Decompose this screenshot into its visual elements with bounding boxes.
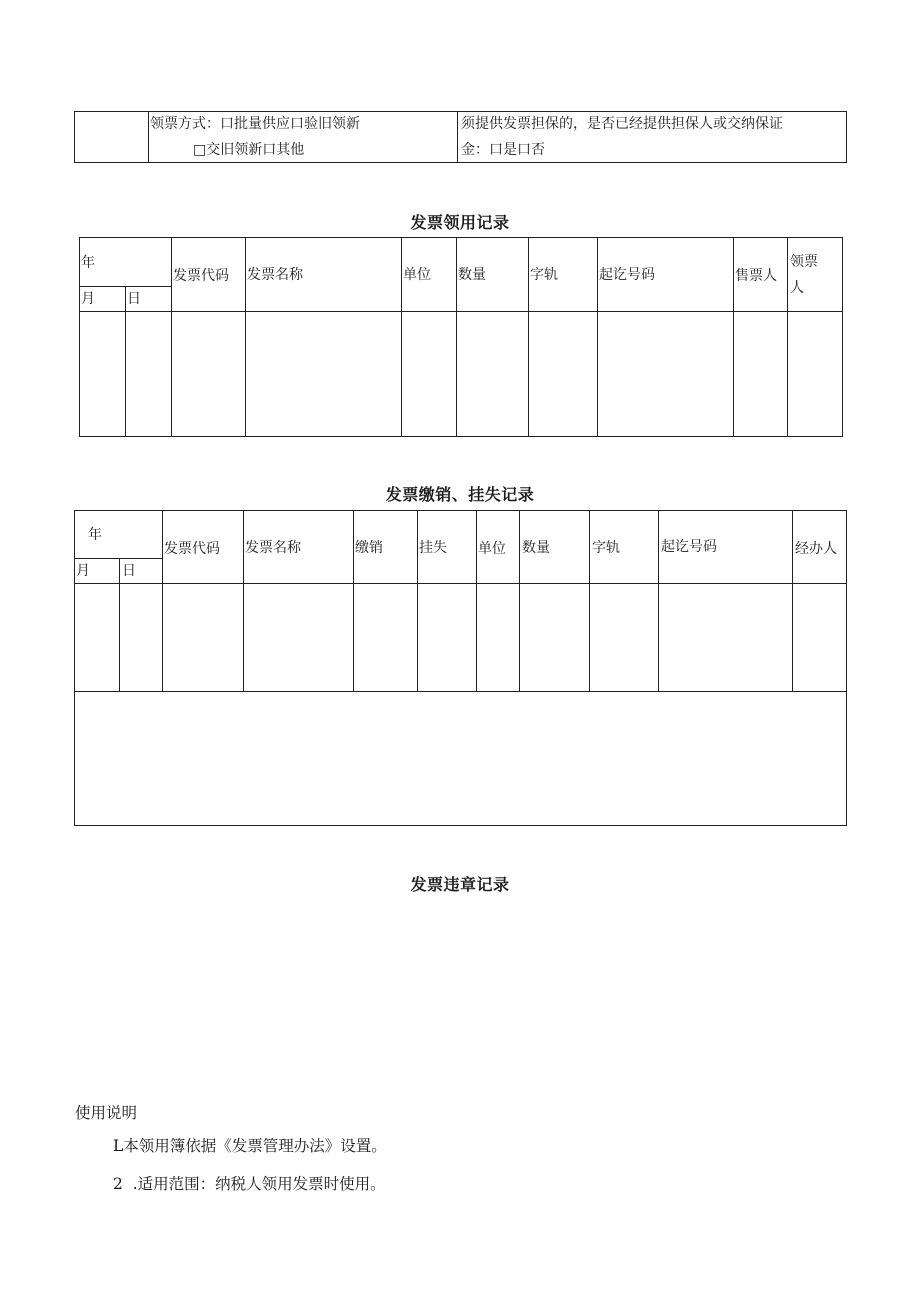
- header-day: 日: [122, 563, 136, 579]
- border: [401, 237, 402, 437]
- instructions-item-1: L本领用簿依据《发票管理办法》设置。: [113, 1137, 387, 1155]
- border: [528, 237, 529, 437]
- guarantee-question-line2: 金：口是口否: [461, 142, 545, 158]
- header-seller: 售票人: [735, 268, 777, 284]
- header-cancel: 缴销: [355, 540, 383, 556]
- receive-method-line2: □交旧领新口其他: [193, 142, 305, 158]
- header-lost: 挂失: [419, 540, 447, 556]
- guarantee-question-line1: 须提供发票担保的，是否已经提供担保人或交纳保证: [461, 116, 783, 132]
- border: [353, 510, 354, 692]
- border: [519, 510, 520, 692]
- border: [74, 583, 847, 584]
- header-invoice-name: 发票名称: [245, 540, 301, 556]
- header-quantity: 数量: [522, 540, 550, 556]
- border: [171, 237, 172, 437]
- border: [456, 237, 457, 437]
- border: [658, 510, 659, 692]
- border: [842, 237, 843, 437]
- border: [74, 691, 847, 692]
- border: [787, 237, 788, 437]
- header-unit: 单位: [478, 541, 506, 557]
- border: [125, 286, 126, 437]
- cancel-record-title: 发票缴销、挂失记录: [385, 485, 535, 504]
- border: [846, 111, 847, 163]
- header-unit: 单位: [403, 267, 431, 283]
- border: [148, 111, 149, 163]
- border: [792, 510, 793, 692]
- header-month: 月: [76, 563, 90, 579]
- header-year: 年: [88, 527, 102, 543]
- header-invoice-code: 发票代码: [164, 541, 220, 557]
- border: [476, 510, 477, 692]
- violation-record-title: 发票违章记录: [410, 875, 510, 894]
- header-day: 日: [127, 291, 141, 307]
- border: [597, 237, 598, 437]
- header-invoice-code: 发票代码: [173, 268, 229, 284]
- border: [243, 510, 244, 692]
- border: [74, 111, 847, 112]
- border: [119, 558, 120, 692]
- instructions-heading: 使用说明: [75, 1104, 138, 1122]
- border: [457, 111, 458, 163]
- border: [79, 311, 843, 312]
- header-number-range: 起讫号码: [661, 539, 717, 555]
- border: [74, 510, 847, 511]
- instructions-item-2: 2 .适用范围：纳税人领用发票时使用。: [113, 1175, 386, 1193]
- header-invoice-name: 发票名称: [247, 267, 303, 283]
- border: [733, 237, 734, 437]
- border: [79, 237, 843, 238]
- header-track: 字轨: [530, 267, 558, 283]
- border: [417, 510, 418, 692]
- header-handler: 经办人: [795, 541, 837, 557]
- border: [162, 510, 163, 692]
- header-track: 字轨: [592, 540, 620, 556]
- border: [846, 510, 847, 826]
- border: [245, 237, 246, 437]
- border: [74, 111, 75, 163]
- border: [74, 510, 75, 826]
- border: [79, 237, 80, 437]
- border: [74, 162, 847, 163]
- border: [589, 510, 590, 692]
- border: [79, 436, 843, 437]
- header-receiver-line1: 领票: [790, 254, 818, 270]
- header-quantity: 数量: [458, 267, 486, 283]
- border: [74, 825, 847, 826]
- header-receiver-line2: 人: [790, 280, 804, 296]
- header-month: 月: [81, 291, 95, 307]
- receive-record-title: 发票领用记录: [410, 213, 510, 232]
- header-number-range: 起讫号码: [599, 267, 655, 283]
- header-year: 年: [81, 255, 95, 271]
- receive-method-line1: 领票方式：口批量供应口验旧领新: [150, 116, 360, 132]
